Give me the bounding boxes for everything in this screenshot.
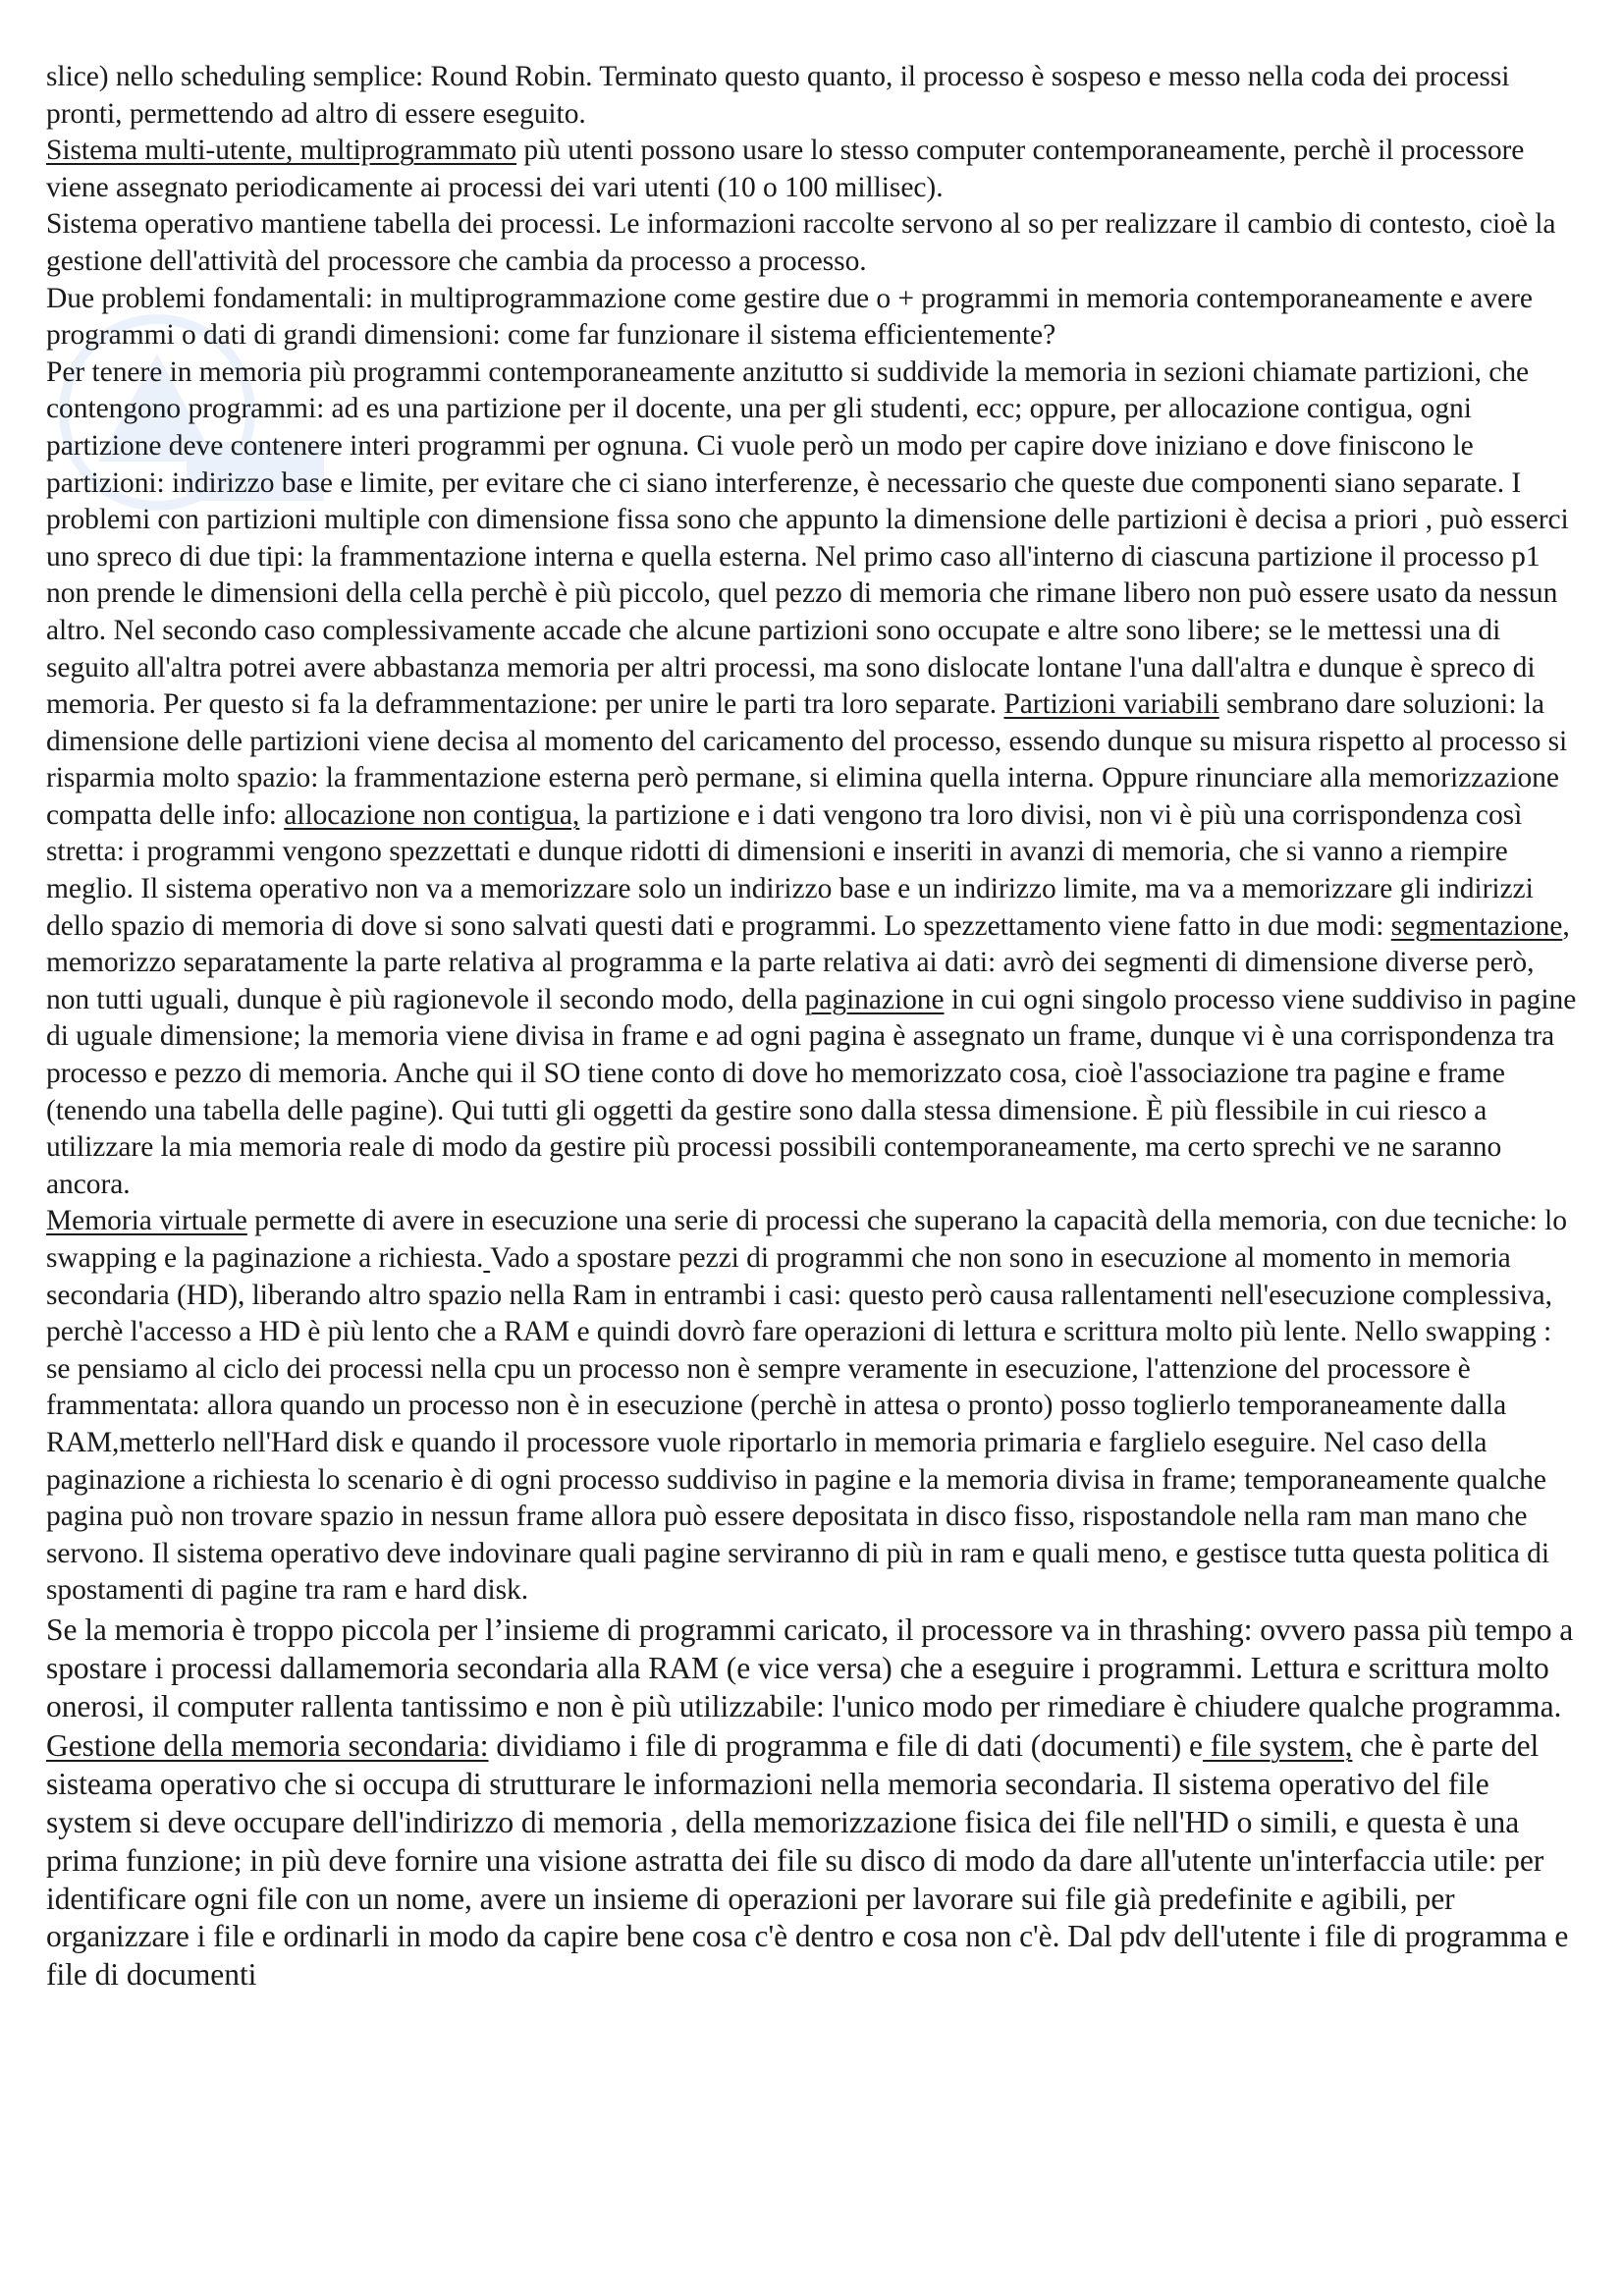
text-run: Per tenere in memoria più programmi contemporaneamente anzitutto si suddivide la memoria in sezioni chiamate partizioni, che contengono programmi: ad es una partizione per il docente, una per gli studenti, ecc; oppure, per allocazione contigua, ogni partizione deve contenere interi programmi per ognuna. Ci vuole però un modo per capire dove iniziano e dove finiscono le partizioni: indirizzo base e limite, per evitare che ci siano interferenze, è necessario che queste due componenti siano separate. I problemi con partizioni multiple con dimensione fissa sono che appunto la dimensione delle partizioni è decisa a priori , può esserci uno spreco di due tipi: la frammentazione interna e quella esterna. Nel primo caso all'interno di ciascuna partizione il processo p1 non prende le dimensioni della cella perchè è più piccolo, quel pezzo di memoria che rimane libero non può essere usato da nessun altro. Nel secondo caso complessivamente accade che alcune partizioni sono occupate e altre sono libere; se le mettessi una di seguito all'altra potrei avere abbastanza memoria per altri processi, ma sono dislocate lontane l'una dall'altra e dunque è spreco di memoria. Per questo si fa la deframmentazione: per unire le parti tra loro separate. (46, 355, 1569, 721)
document-page (46, 59, 1578, 1995)
underlined-term: Memoria virtuale (46, 1205, 247, 1237)
text-run: più utenti possono usare lo stesso computer contemporaneamente, perchè il processore viene assegnato periodicamente ai processi dei vari utenti (10 o 100 millisec). (46, 135, 1525, 203)
paragraph-thrashing (46, 1612, 1578, 1725)
paragraph-scheduling (46, 59, 1578, 133)
underlined-term: Partizioni variabili (1003, 688, 1219, 721)
text-run: slice) nello scheduling semplice: Round Robin. Terminato questo quanto, il processo è sospeso e messo nella coda dei processi pronti, permettendo ad altro di essere eseguito. (46, 61, 1510, 130)
paragraph-process-table (46, 206, 1578, 280)
paragraph-multiuser (46, 133, 1578, 206)
text-run: Due problemi fondamentali: in multiprogrammazione come gestire due o + programmi in memoria contemporaneamente e avere programmi o dati di grandi dimensioni: come far funzionare il sistema efficientemente? (46, 282, 1533, 352)
underlined-term: allocazione non contigua, (284, 798, 580, 831)
text-run: la partizione e i dati vengono tra loro divisi, non vi è più una corrispondenza così stretta: i programmi vengono spezzettati e dunque ridotti di dimensioni e inseriti in avanzi di memoria, che si vanno a riempire meglio. Il sistema operativo non va a memorizzare solo un indirizzo base e un indirizzo limite, ma va a memorizzare gli indirizzi dello spazio di memoria di dove si sono salvati questi dati e programmi. Lo spezzettamento viene fatto in due modi: (46, 798, 1534, 942)
text-run: Se la memoria è troppo piccola per l’insieme di programmi caricato, il processore va in thrashing: ovvero passa più tempo a spostare i processi dallamemoria secondaria alla RAM (e vice versa) che a eseguire i programmi. Lettura e scrittura molto onerosi, il computer rallenta tantissimo e non è più utilizzabile: l'unico modo per rimediare è chiudere qualche programma. (46, 1612, 1574, 1723)
underlined-term: Sistema multi-utente, multiprogrammato (46, 135, 517, 167)
text-run: dividiamo i file di programma e file di dati (documenti) e (488, 1728, 1203, 1764)
text-run: sembrano dare soluzioni: la dimensione delle partizioni viene decisa al momento del caricamento del processo, essendo dunque su misura rispetto al processo si risparmia molto spazio: la frammentazione esterna però permane, si elimina quella interna. Oppure rinunciare alla memorizzazione compatta delle info: (46, 688, 1568, 831)
underlined-term: segmentazione (1390, 909, 1563, 942)
underlined-term: paginazione (804, 983, 945, 1015)
text-run: Vado a spostare pezzi di programmi che non sono in esecuzione al momento in memoria secondaria (HD), liberando altro spazio nella Ram in entrambi i casi: questo però causa rallentamenti nell'esecuzione complessiva, perchè l'accesso a HD è più lento che a RAM e quindi dovrò fare operazioni di lettura e scrittura molto più lente. Nello swapping : se pensiamo al ciclo dei processi nella cpu un processo non è sempre veramente in esecuzione, l'attenzione del processore è frammentata: allora quando un processo non è in esecuzione (perchè in attesa o pronto) posso toglierlo temporaneamente dalla RAM,metterlo nell'Hard disk e quando il processore vuole riportarlo in memoria primaria e farglielo eseguire. Nel caso della paginazione a richiesta lo scenario è di ogni processo suddiviso in pagine e la memoria divisa in frame; temporaneamente qualche pagina può non trovare spazio in nessun frame allora può essere depositata in disco fisso, rispostandole nella ram man mano che servono. Il sistema operativo deve indovinare quali pagine serviranno di più in ram e quali meno, e gestisce tutta questa politica di spostamenti di pagine tra ram e hard disk. (46, 1242, 1552, 1607)
text-run: Sistema operativo mantiene tabella dei processi. Le informazioni raccolte servono al so per realizzare il cambio di contesto, cioè la gestione dell'attività del processore che cambia da processo a processo. (46, 208, 1556, 277)
underlined-term: file system, (1202, 1728, 1353, 1764)
paragraph-secondary-memory (46, 1727, 1578, 1995)
paragraph-partitions (46, 355, 1578, 1204)
paragraph-virtual-memory (46, 1203, 1578, 1610)
text-run: in cui ogni singolo processo viene suddiviso in pagine di uguale dimensione; la memoria viene divisa in frame e ad ogni pagina è assegnato un frame, dunque vi è una corrispondenza tra processo e pezzo di memoria. Anche qui il SO tiene conto di dove ho memorizzato cosa, cioè l'associazione tra pagine e frame (tenendo una tabella delle pagine). Qui tutti gli oggetti da gestire sono dalla stessa dimensione. È più flessibile in cui riesco a utilizzare la mia memoria reale di modo da gestire più processi possibili contemporaneamente, ma certo sprechi ve ne saranno ancora. (46, 983, 1577, 1200)
text-run: permette di avere in esecuzione una serie di processi che superano la capacità della memoria, con due tecniche: lo swapping e la paginazione a richiesta. (46, 1205, 1567, 1274)
paragraph-two-problems (46, 281, 1578, 355)
text-run: , memorizzo separatamente la parte relativa al programma e la parte relativa ai dati: avrò dei segmenti di dimensione diverse però, non tutti uguali, dunque è più ragionevole il secondo modo, della (46, 909, 1570, 1015)
text-run: che è parte del sisteama operativo che si occupa di strutturare le informazioni nella memoria secondaria. Il sistema operativo del file system si deve occupare dell'indirizzo di memoria , della memorizzazione fisica dei file nell'HD o simili, e questa è una prima funzione; in più deve fornire una visione astratta dei file su disco di modo da dare all'utente un'interfaccia utile: per identificare ogni file con un nome, avere un insieme di operazioni per lavorare sui file già predefinite e agibili, per organizzare i file e ordinarli in modo da capire bene cosa c'è dentro e cosa non c'è. Dal pdv dell'utente i file di programma e file di documenti (46, 1728, 1569, 1993)
underlined-term: Gestione della memoria secondaria: (46, 1728, 489, 1764)
